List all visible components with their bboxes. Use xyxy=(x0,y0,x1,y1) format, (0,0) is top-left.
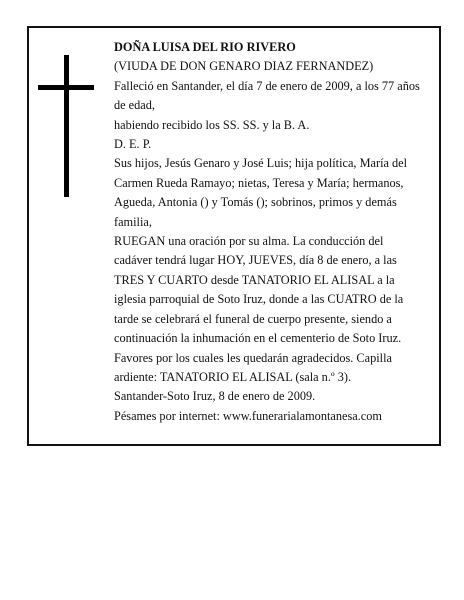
widow-line: (VIUDA DE DON GENARO DIAZ FERNANDEZ) xyxy=(114,59,374,74)
place-and-date: Santander-Soto Iruz, 8 de enero de 2009. xyxy=(114,389,316,404)
cross-vertical-bar xyxy=(64,55,69,197)
condolences-link: Pésames por internet: www.funerarialamontanesa.com xyxy=(114,408,382,423)
death-announcement: Falleció en Santander, el día 7 de enero de 2009, a los 77 años de edad, xyxy=(114,78,420,113)
funeral-request: RUEGAN una oración por su alma. La conducción del cadáver tendrá lugar HOY, JUEVES, día 8 de enero, a las TRES Y CUARTO desde TANATORIO EL ALISAL a la iglesia parroquial de Soto Iruz, donde a las CUATRO de la tarde se celebrará el funeral de cuerpo presente, siendo a continuación la inhumación en el cementerio de Soto Iruz. Favores por los cuales les quedarán agradecidos. Capilla ardiente: TANATORIO EL ALISAL (sala n.º 3). xyxy=(114,234,404,384)
cross-horizontal-bar xyxy=(38,85,94,90)
rest-in-peace: D. E. P. xyxy=(114,137,152,152)
sacraments-line: habiendo recibido los SS. SS. y la B. A. xyxy=(114,117,310,132)
deceased-name: DOÑA LUISA DEL RIO RIVERO xyxy=(114,40,296,54)
obituary-text xyxy=(114,38,424,426)
cross-icon xyxy=(38,55,94,197)
family-list: Sus hijos, Jesús Genaro y José Luis; hija política, María del Carmen Rueda Ramayo; nietas, Teresa y María; hermanos, Agueda, Antonia () y Tomás (); sobrinos, primos y demás familia, xyxy=(114,156,408,229)
